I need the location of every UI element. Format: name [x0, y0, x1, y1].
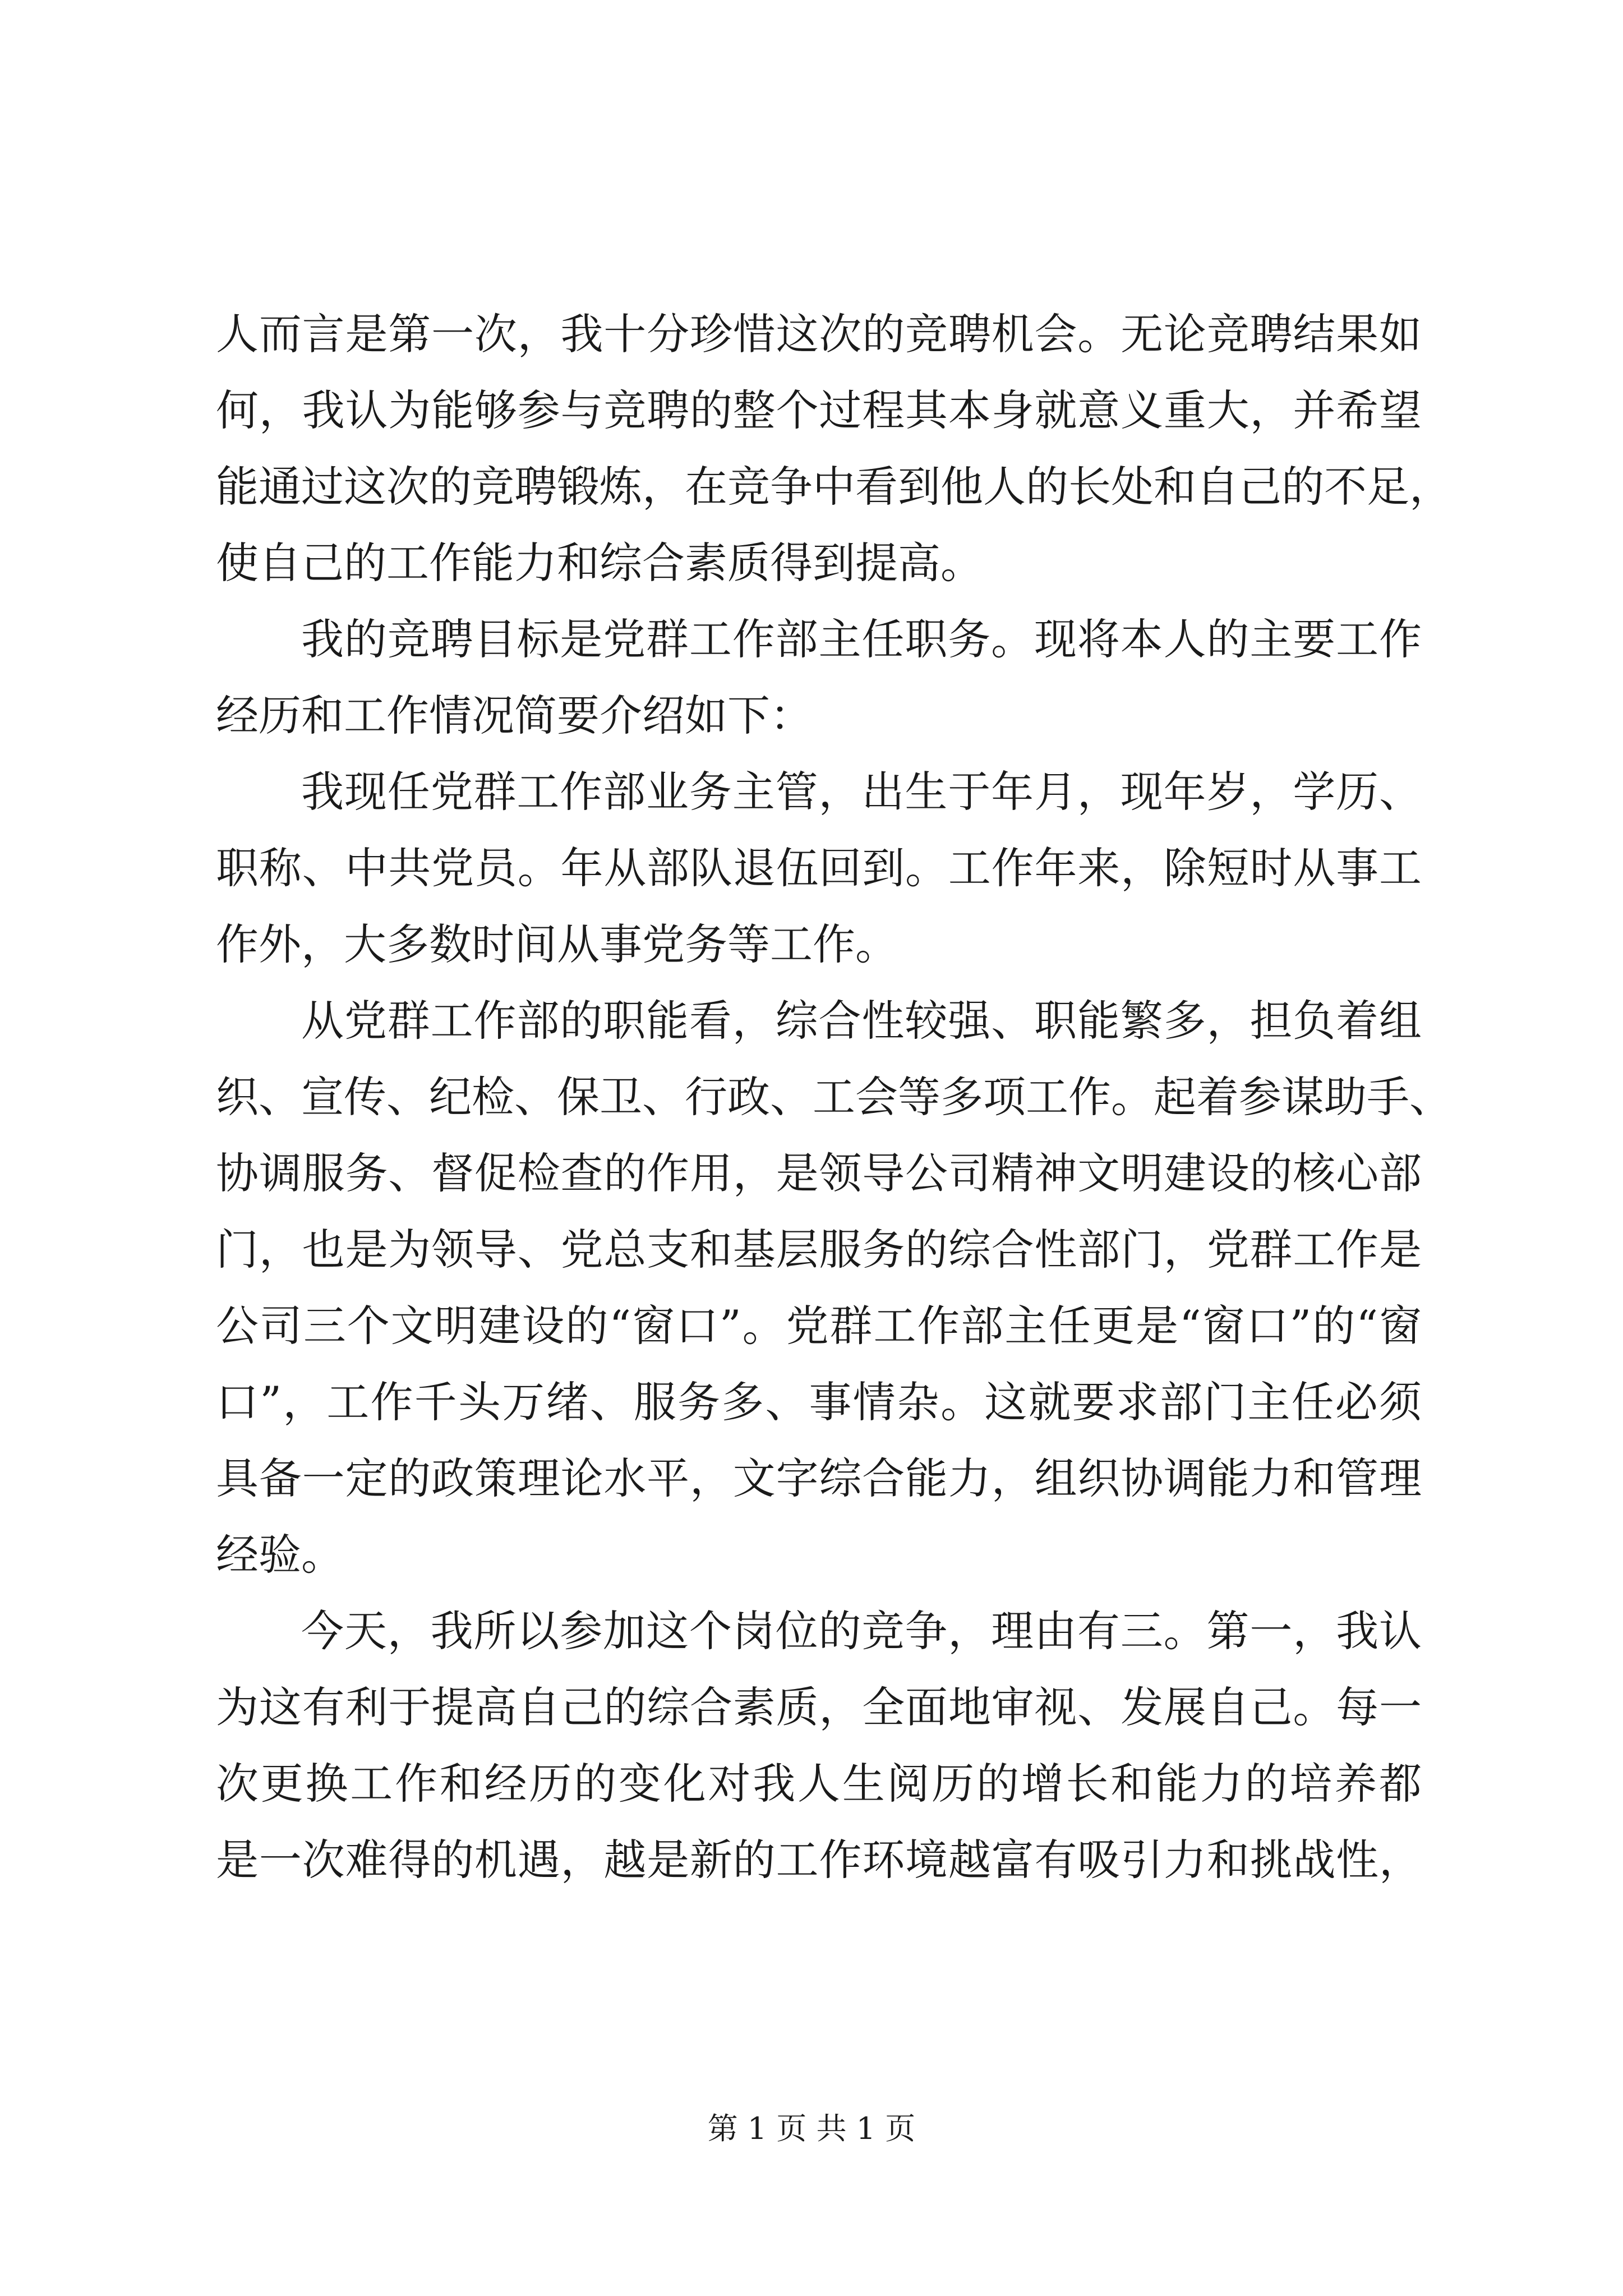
text-line: 人而言是第一次，我十分珍惜这次的竞聘机会。无论竞聘结果如 — [216, 309, 1422, 359]
text-line: 具备一定的政策理论水平，文字综合能力，组织协调能力和管理 — [216, 1453, 1422, 1503]
document-body — [216, 296, 1452, 1898]
text-line: 何，我认为能够参与竞聘的整个过程其本身就意义重大，并希望 — [216, 385, 1422, 435]
text-line: 次更换工作和经历的变化对我人生阅历的增长和能力的培养都 — [216, 1759, 1422, 1809]
text-line: 从党群工作部的职能看，综合性较强、职能繁多，担负着组 — [301, 996, 1422, 1046]
text-line: 经验。 — [216, 1530, 344, 1580]
text-line: 为这有利于提高自己的综合素质，全面地审视、发展自己。每一 — [216, 1682, 1422, 1732]
text-line: 门，也是为领导、党总支和基层服务的综合性部门，党群工作是 — [216, 1225, 1422, 1274]
text-line: 职称、中共党员。年从部队退伍回到。工作年来，除短时从事工 — [216, 843, 1422, 893]
text-line: 协调服务、督促检查的作用，是领导公司精神文明建设的核心部 — [216, 1148, 1422, 1198]
text-line: 今天，我所以参加这个岗位的竞争，理由有三。第一，我认 — [301, 1606, 1422, 1656]
text-line: 公司三个文明建设的“窗口”。党群工作部主任更是“窗口”的“窗 — [216, 1301, 1422, 1351]
page-footer — [0, 2109, 1623, 2148]
text-line: 作外，大多数时间从事党务等工作。 — [216, 919, 898, 969]
text-line: 是一次难得的机遇，越是新的工作环境越富有吸引力和挑战性， — [216, 1835, 1422, 1885]
text-line: 我的竞聘目标是党群工作部主任职务。现将本人的主要工作 — [301, 614, 1422, 664]
text-line: 我现任党群工作部业务主管，出生于年月，现年岁，学历、 — [301, 767, 1422, 817]
text-line: 能通过这次的竞聘锻炼，在竞争中看到他人的长处和自己的不足， — [216, 462, 1452, 512]
text-line: 经历和工作情况简要介绍如下： — [216, 691, 813, 740]
text-line: 口”，工作千头万绪、服务多、事情杂。这就要求部门主任必须 — [216, 1377, 1422, 1427]
page-number-label: 第 1 页 共 1 页 — [707, 2111, 916, 2146]
text-line: 使自己的工作能力和综合素质得到提高。 — [216, 538, 983, 588]
text-line: 织、宣传、纪检、保卫、行政、工会等多项工作。起着参谋助手、 — [216, 1072, 1452, 1122]
